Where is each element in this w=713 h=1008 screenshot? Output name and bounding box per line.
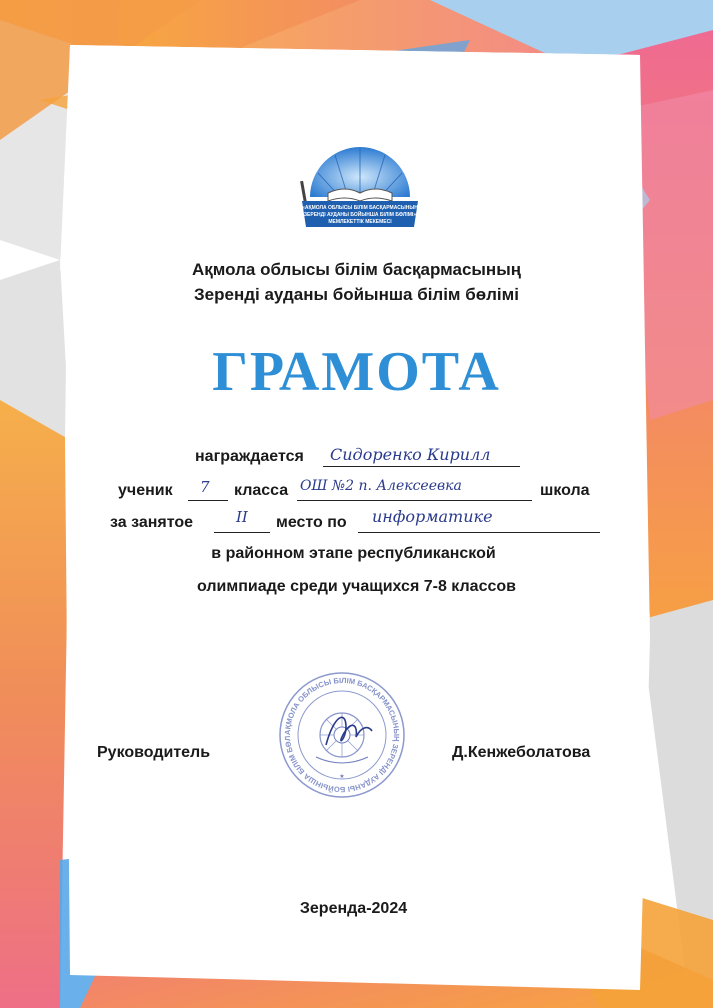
signature-name: Д.Кенжеболатова (452, 744, 591, 761)
subject-value: информатике (372, 507, 493, 526)
official-seal (276, 665, 408, 805)
place-underline (214, 532, 270, 533)
class-label: класса (234, 482, 289, 499)
grade-underline (188, 500, 228, 501)
school-label: школа (540, 482, 590, 499)
svg-text:«АҚМОЛА ОБЛЫСЫ БІЛІМ БАСҚАРМАС: «АҚМОЛА ОБЛЫСЫ БІЛІМ БАСҚАРМАСЫНЫҢ (302, 205, 418, 211)
globe-book-icon (290, 135, 430, 235)
subject-underline (358, 532, 600, 533)
certificate-title: ГРАМОТА (212, 341, 501, 403)
olympiad-line: олимпиаде среди учащихся 7-8 классов (197, 578, 516, 595)
svg-text:АҚМОЛА ОБЛЫСЫ БІЛІМ БАСҚАРМАСЫ: АҚМОЛА ОБЛЫСЫ БІЛІМ БАСҚАРМАСЫНЫҢ ЗЕРЕНДІ АУДАНЫ БОЙЫНША БІЛІМ БӨЛ (282, 675, 402, 795)
school-underline (297, 500, 532, 501)
awarded-label: награждается (195, 448, 304, 465)
stage-line: в районном этапе республиканской (211, 545, 496, 562)
place-year: Зеренда-2024 (299, 900, 408, 917)
svg-text:МЕМЛЕКЕТТІК МЕКЕМЕСІ: МЕМЛЕКЕТТІК МЕКЕМЕСІ (328, 219, 392, 225)
org-name-line1: Ақмола облысы білім басқармасының (192, 260, 521, 279)
svg-text:★: ★ (339, 774, 345, 780)
place-label-post: место по (276, 514, 347, 531)
signature-position: Руководитель (97, 744, 211, 761)
org-name-line2: Зеренді ауданы бойынша білім бөлімі (194, 285, 519, 304)
place-value: II (236, 508, 248, 526)
grade-value: 7 (200, 478, 210, 496)
school-name: ОШ №2 п. Алексеевка (300, 478, 462, 494)
org-logo (290, 135, 430, 235)
seal-emblem-icon (276, 665, 408, 805)
svg-text:ЗЕРЕНДІ АУДАНЫ БОЙЫНША БІЛІМ Б: ЗЕРЕНДІ АУДАНЫ БОЙЫНША БІЛІМ БӨЛІМІ» (303, 212, 417, 218)
awarded-name: Сидоренко Кирилл (330, 445, 491, 464)
place-label-pre: за занятое (110, 514, 194, 531)
student-label: ученик (118, 482, 173, 499)
name-underline (323, 466, 520, 467)
